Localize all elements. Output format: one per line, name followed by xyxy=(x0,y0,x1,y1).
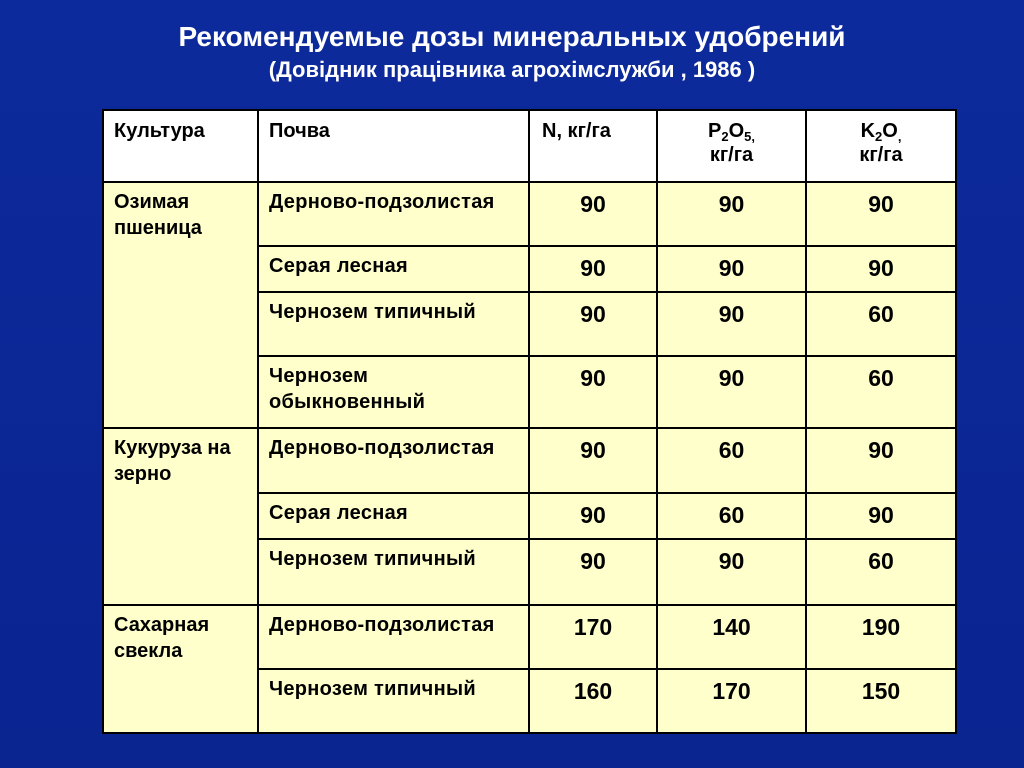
n-value: 90 xyxy=(529,356,657,428)
soil-cell: Серая лесная xyxy=(258,246,529,292)
soil-cell: Чернозем типичный xyxy=(258,669,529,733)
header-soil: Почва xyxy=(258,110,529,182)
p-value: 60 xyxy=(657,428,806,493)
p-value: 90 xyxy=(657,182,806,246)
k-value: 90 xyxy=(806,428,956,493)
soil-cell: Дерново-подзолистая xyxy=(258,182,529,246)
table-row xyxy=(103,182,956,246)
n-value: 90 xyxy=(529,292,657,356)
crop-cell: Озимая пшеница xyxy=(103,182,258,428)
p-value: 60 xyxy=(657,493,806,539)
k-value: 60 xyxy=(806,539,956,605)
soil-cell: Чернозем обыкновенный xyxy=(258,356,529,428)
n-value: 90 xyxy=(529,428,657,493)
header-n: N, кг/га xyxy=(529,110,657,182)
slide-title: Рекомендуемые дозы минеральных удобрений xyxy=(178,21,846,52)
p-value: 90 xyxy=(657,356,806,428)
p-value: 90 xyxy=(657,246,806,292)
p-value: 170 xyxy=(657,669,806,733)
k-value: 90 xyxy=(806,182,956,246)
header-p2o5-unit: кг/га xyxy=(709,144,754,166)
slide-subtitle: (Довідник працівника агрохімслужби , 1986 ) xyxy=(268,57,756,82)
k-value: 90 xyxy=(806,246,956,292)
soil-cell: Серая лесная xyxy=(258,493,529,539)
k-value: 60 xyxy=(806,292,956,356)
soil-cell: Дерново-подзолистая xyxy=(258,428,529,493)
table-row xyxy=(103,605,956,669)
n-value: 90 xyxy=(529,493,657,539)
header-k2o-formula: $K_2O_,$ xyxy=(860,120,902,144)
n-value: 90 xyxy=(529,539,657,605)
soil-cell: Дерново-подзолистая xyxy=(258,605,529,669)
table-row xyxy=(103,428,956,493)
header-p2o5 xyxy=(657,110,806,182)
p-value: 90 xyxy=(657,539,806,605)
n-value: 170 xyxy=(529,605,657,669)
k-value: 90 xyxy=(806,493,956,539)
n-value: 90 xyxy=(529,182,657,246)
crop-cell: Сахарная свекла xyxy=(103,605,258,733)
fertilizer-doses-table xyxy=(102,109,957,734)
k-value: 150 xyxy=(806,669,956,733)
k-value: 190 xyxy=(806,605,956,669)
n-value: 90 xyxy=(529,246,657,292)
crop-cell: Кукуруза на зерно xyxy=(103,428,258,605)
k-value: 60 xyxy=(806,356,956,428)
p-value: 140 xyxy=(657,605,806,669)
soil-cell: Чернозем типичный xyxy=(258,539,529,605)
header-k2o-unit: кг/га xyxy=(859,144,903,166)
table-header-row xyxy=(103,110,956,182)
soil-cell: Чернозем типичный xyxy=(258,292,529,356)
n-value: 160 xyxy=(529,669,657,733)
header-crop: Культура xyxy=(103,110,258,182)
header-p2o5-formula: $P_2O_{5,}$ xyxy=(708,120,755,144)
p-value: 90 xyxy=(657,292,806,356)
header-k2o xyxy=(806,110,956,182)
